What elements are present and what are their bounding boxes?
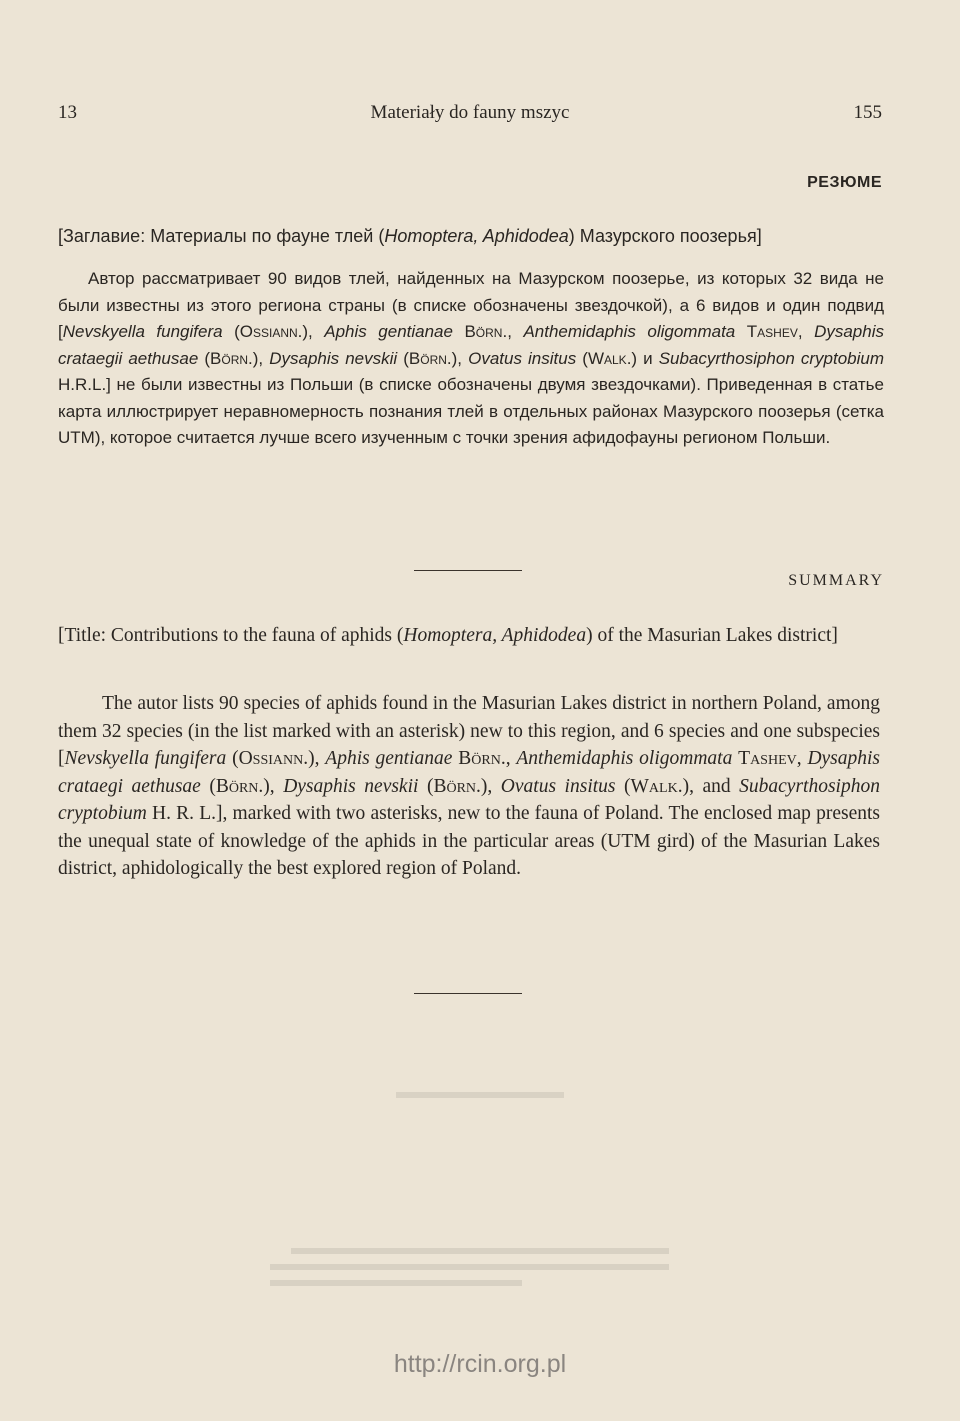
russian-summary-heading: РЕЗЮМЕ — [807, 174, 882, 191]
end-divider — [414, 993, 522, 994]
english-summary-paragraph: The autor lists 90 species of aphids found in the Masurian Lakes district in northern Poland, among them 32 species (in the list marked with an asterisk) new to this region, and 6 species and one subspecies [Nevskyella fungifera (Ossiann.), Aphis gentianae Börn., Anthemidaphis oligommata Tashev, Dysaphis crataegi aethusae (Börn.), Dysaphis nevskii (Börn.), Ovatus insitus (Walk.), and Subacyrthosiphon cryptobium H. R. L.], marked with two asterisks, new to the fauna of Poland. The enclosed map presents the unequal state of knowledge of the aphids in the particular areas (UTM gird) of the Masurian Lakes district, aphidologically the best explored region of Poland. — [58, 693, 881, 879]
running-title: Materiały do fauny mszyc — [370, 102, 570, 123]
page-number-right: 155 — [853, 102, 882, 123]
russian-summary-paragraph: Автор рассматривает 90 видов тлей, найденных на Мазурском поозерье, из которых 32 вида не были известны из этого региона страны (в списке обозначены звездочкой), а 6 видов и один подвид [Nevskyella fungifera (Ossiann.), Aphis gentianae Börn., Anthemidaphis oligommata Tashev, Dysaphis crataegii aethusae (Börn.), Dysaphis nevskii (Börn.), Ovatus insitus (Walk.) и Subacyrthosiphon cryptobium H.R.L.] не были известны из Польши (в списке обозначены двумя звездочками). Приведенная в статье карта иллюстрирует неравномерность познания тлей в отдельных районах Мазурского поозерья (сетка UTM), которое считается лучше всего изученным с точки зрения афидофауны регионом Польши. — [58, 269, 885, 447]
running-header — [58, 102, 882, 126]
page-number-left: 13 — [58, 102, 77, 123]
section-divider — [414, 570, 522, 571]
russian-title: [Заглавие: Материалы по фауне тлей (Homoptera, Aphidodea) Мазурского поозерья] — [58, 226, 762, 246]
source-url[interactable]: http://rcin.org.pl — [393, 1350, 567, 1378]
english-title: [Title: Contributions to the fauna of aphids (Homoptera, Aphidodea) of the Masurian Lakes district] — [58, 625, 838, 646]
english-summary-heading: SUMMARY — [788, 572, 884, 589]
show-through-text — [270, 1082, 690, 1296]
